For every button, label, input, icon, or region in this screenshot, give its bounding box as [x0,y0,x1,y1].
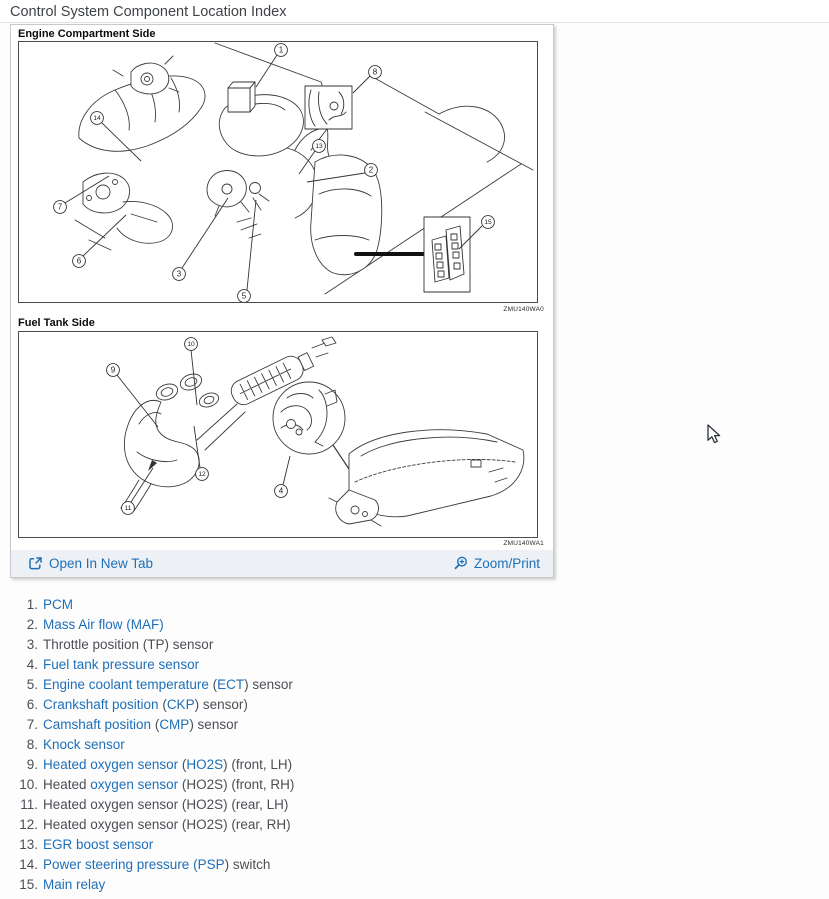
mouse-cursor [707,424,723,446]
component-item [10,875,294,895]
component-text: Heated oxygen sensor (HO2S) (rear, LH) [43,797,289,812]
component-link[interactable]: ECT [217,677,245,692]
component-item [10,835,294,855]
zoom-print-link[interactable] [453,556,540,571]
component-number: 15. [19,877,38,892]
open-in-new-tab-label: Open In New Tab [49,556,154,571]
svg-text:6: 6 [76,256,82,266]
component-link[interactable]: Fuel tank pressure sensor [43,657,200,672]
component-link[interactable]: Crankshaft position [43,697,159,712]
component-item [10,855,294,875]
component-number: 10. [19,777,38,792]
component-label [43,735,294,755]
component-text: Throttle position (TP) sensor [43,637,214,652]
zoom-icon [453,556,468,571]
svg-text:12: 12 [198,471,206,479]
callout-marker [173,198,228,280]
component-link[interactable]: Knock sensor [43,737,125,752]
zoom-print-label: Zoom/Print [473,556,540,571]
component-text: ( [151,717,160,732]
component-number: 9. [26,757,38,772]
component-text: ) sensor [189,717,239,732]
component-link[interactable]: Main relay [43,877,106,892]
component-text: (HO2S) (front, RH) [178,777,295,792]
component-label [43,855,294,875]
svg-text:11: 11 [124,505,132,513]
component-link[interactable]: Heated oxygen sensor [43,757,179,772]
fuel-tank-diagram-frame [18,331,538,538]
svg-text:13: 13 [315,143,323,151]
component-link[interactable]: Engine coolant temperature [43,677,209,692]
component-item [10,755,294,775]
diagram-code: ZMU140WA1 [503,540,544,547]
component-number: 14. [19,857,38,872]
engine-diagram-frame [18,41,538,303]
component-text: ( [178,757,187,772]
component-item [10,795,294,815]
callout-marker [275,456,290,497]
component-item [10,815,294,835]
component-text: ) sensor [244,677,293,692]
component-item [10,595,294,615]
component-label [43,695,294,715]
component-number: 6. [26,697,38,712]
svg-text:9: 9 [110,365,116,375]
component-number: 3. [26,637,38,652]
component-text: ) sensor) [194,697,248,712]
svg-text:8: 8 [372,67,378,77]
component-text: ) switch [224,857,271,872]
component-number: 2. [26,617,38,632]
callout-marker [256,44,287,87]
component-label [43,755,294,775]
viewer-footer-bar [11,550,553,577]
svg-text:10: 10 [187,341,195,349]
component-label [43,835,294,855]
component-label [43,595,294,615]
component-number: 13. [19,837,38,852]
component-item [10,735,294,755]
component-text: ) (front, LH) [223,757,293,772]
fuel-tank-diagram [19,332,537,537]
fuel-diagram-label: Fuel Tank Side [18,317,95,329]
callout-marker [185,338,198,405]
svg-text:4: 4 [278,486,284,496]
component-text: ( [208,677,218,692]
open-in-new-tab-link[interactable] [28,556,153,571]
svg-text:14: 14 [93,115,101,123]
component-label [43,775,294,795]
component-list [10,595,294,895]
svg-text:3: 3 [176,269,182,279]
component-item [10,775,294,795]
component-item [10,615,294,635]
svg-text:15: 15 [484,219,492,227]
diagram-viewer-card [10,24,554,578]
engine-diagram-label: Engine Compartment Side [18,28,156,40]
component-label [43,655,294,675]
component-number: 12. [19,817,38,832]
component-link[interactable]: oxygen sensor [90,777,179,792]
component-label [43,675,294,695]
component-label [43,795,294,815]
svg-text:1: 1 [278,45,284,55]
component-number: 1. [26,597,38,612]
component-label [43,815,294,835]
component-item [10,635,294,655]
component-text: ( [158,697,167,712]
diagram-code: ZMU140WA0 [503,306,544,313]
component-label [43,875,294,895]
svg-text:2: 2 [368,165,374,175]
open-in-new-tab-icon [28,556,43,571]
component-link[interactable]: CKP [166,697,195,712]
component-number: 5. [26,677,38,692]
component-item [10,675,294,695]
engine-diagram [19,42,537,302]
page-title: Control System Component Location Index [10,4,287,20]
component-label [43,615,294,635]
component-item [10,715,294,735]
callout-marker [238,200,256,302]
component-number: 4. [26,657,38,672]
component-text: Heated oxygen sensor (HO2S) (rear, RH) [43,817,291,832]
component-link[interactable]: EGR boost sensor [43,837,154,852]
component-number: 8. [26,737,38,752]
component-number: 11. [20,797,38,812]
svg-text:7: 7 [57,202,63,212]
component-link[interactable]: CMP [159,717,190,732]
component-item [10,655,294,675]
component-text: Heated [43,777,91,792]
component-item [10,695,294,715]
page-header [0,0,829,23]
component-link[interactable]: Camshaft position [43,717,152,732]
component-link[interactable]: HO2S [186,757,224,772]
component-link[interactable]: Power steering pressure (PSP [43,857,225,872]
svg-text:5: 5 [241,291,247,301]
component-label [43,715,294,735]
component-link[interactable]: Mass Air flow (MAF) [43,617,164,632]
component-link[interactable]: PCM [43,597,73,612]
component-number: 7. [26,717,38,732]
component-label [43,635,294,655]
